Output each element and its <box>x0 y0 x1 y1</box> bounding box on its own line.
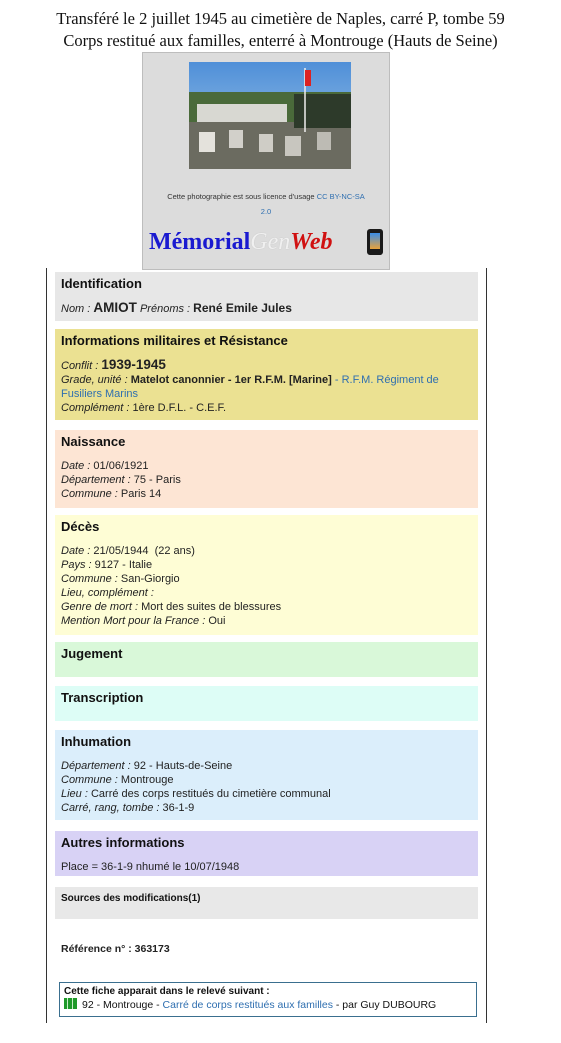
birth-departement: 75 - Paris <box>133 474 181 486</box>
grid-icon <box>64 998 77 1009</box>
cemetery-photo[interactable] <box>189 62 351 169</box>
record-card <box>46 268 487 1023</box>
header-line-2: Corps restitué aux familles, enterré à Montrouge (Hauts de Seine) <box>63 31 498 50</box>
license-version-link[interactable]: 2.0 <box>260 207 272 216</box>
military-section: Informations militaires et Résistance Conflit : 1939-1945 Grade, unité : Matelot canonnier - 1er R.F.M. [Marine] - R.F.M. Régiment de Fusiliers Marins Complément : 1ère D.F.L. - C.E.F. <box>55 329 478 420</box>
releve-title: Cette fiche apparait dans le relevé suivant : <box>64 986 270 997</box>
releve-author: - par Guy DUBOURG <box>335 999 437 1011</box>
mobile-app-icon[interactable] <box>367 229 383 255</box>
nom-value: AMIOT <box>93 300 137 315</box>
burial-carre: 36-1-9 <box>162 802 195 814</box>
death-date: 21/05/1944 (22 ans) <box>93 545 195 557</box>
conflit-value: 1939-1945 <box>101 357 166 372</box>
section-title: Inhumation <box>61 734 132 749</box>
section-title: Sources des modifications(1) <box>61 893 201 904</box>
prenoms-value: René Emile Jules <box>193 301 292 315</box>
header-line-1: Transféré le 2 juillet 1945 au cimetière de Naples, carré P, tombe 59 <box>56 9 505 28</box>
section-title: Jugement <box>61 646 123 661</box>
license-link[interactable]: CC BY-NC-SA <box>316 192 365 201</box>
birth-section: Naissance Date : 01/06/1921 Département : 75 - Paris Commune : Paris 14 <box>55 430 478 508</box>
section-title: Décès <box>61 519 100 534</box>
mpf-mention: Oui <box>208 615 226 627</box>
judgment-section <box>55 642 478 677</box>
section-title: Naissance <box>61 434 126 449</box>
grade-value: Matelot canonnier - 1er R.F.M. [Marine] <box>130 374 332 386</box>
section-title: Transcription <box>61 690 144 705</box>
lieu-complement-label: Lieu, complément : <box>61 587 154 599</box>
releve-dept: 92 - Montrouge - <box>82 999 160 1011</box>
section-title: Identification <box>61 276 142 291</box>
releve-box <box>59 982 477 1017</box>
other-info-text: Place = 36-1-9 nhumé le 10/07/1948 <box>61 861 240 873</box>
identification-section <box>55 272 478 321</box>
releve-link[interactable]: Carré de corps restitués aux familles <box>162 999 333 1011</box>
burial-departement: 92 - Hauts-de-Seine <box>133 760 233 772</box>
transcription-section <box>55 686 478 721</box>
photo-caption <box>143 189 389 219</box>
sources-section[interactable] <box>55 887 478 919</box>
license-text: Cette photographie est sous licence d'usage <box>167 192 315 201</box>
prenoms-label: Prénoms : <box>139 303 191 315</box>
complement-value: 1ère D.F.L. - C.E.F. <box>132 402 227 414</box>
unit-link[interactable]: - R.F.M. Régiment de Fusiliers Marins <box>61 374 439 400</box>
death-commune: San-Giorgio <box>120 573 180 585</box>
other-info-section <box>55 831 478 876</box>
burial-lieu: Carré des corps restitués du cimetière communal <box>90 788 331 800</box>
section-title: Informations militaires et Résistance <box>61 333 288 348</box>
death-section: Décès Date : 21/05/1944 (22 ans) Pays : 9127 - Italie Commune : San-Giorgio Lieu, complément : Genre de mort : Mort des suites de blessures Mention Mort pour la France : Oui <box>55 515 478 635</box>
burial-commune: Montrouge <box>120 774 174 786</box>
birth-commune: Paris 14 <box>120 488 162 500</box>
photo-panel <box>142 52 390 270</box>
death-genre: Mort des suites de blessures <box>141 601 282 613</box>
nom-label: Nom : <box>61 303 91 315</box>
birth-date: 01/06/1921 <box>93 460 149 472</box>
death-pays: 9127 - Italie <box>94 559 153 571</box>
memorialgenweb-logo[interactable]: MémorialGenWeb <box>149 229 333 255</box>
burial-section: Inhumation Département : 92 - Hauts-de-Seine Commune : Montrouge Lieu : Carré des corps restitués du cimetière communal Carré, rang, tombe : 36-1-9 <box>55 730 478 820</box>
reference-number: Référence n° : 363173 <box>61 943 170 955</box>
section-title: Autres informations <box>61 835 185 850</box>
